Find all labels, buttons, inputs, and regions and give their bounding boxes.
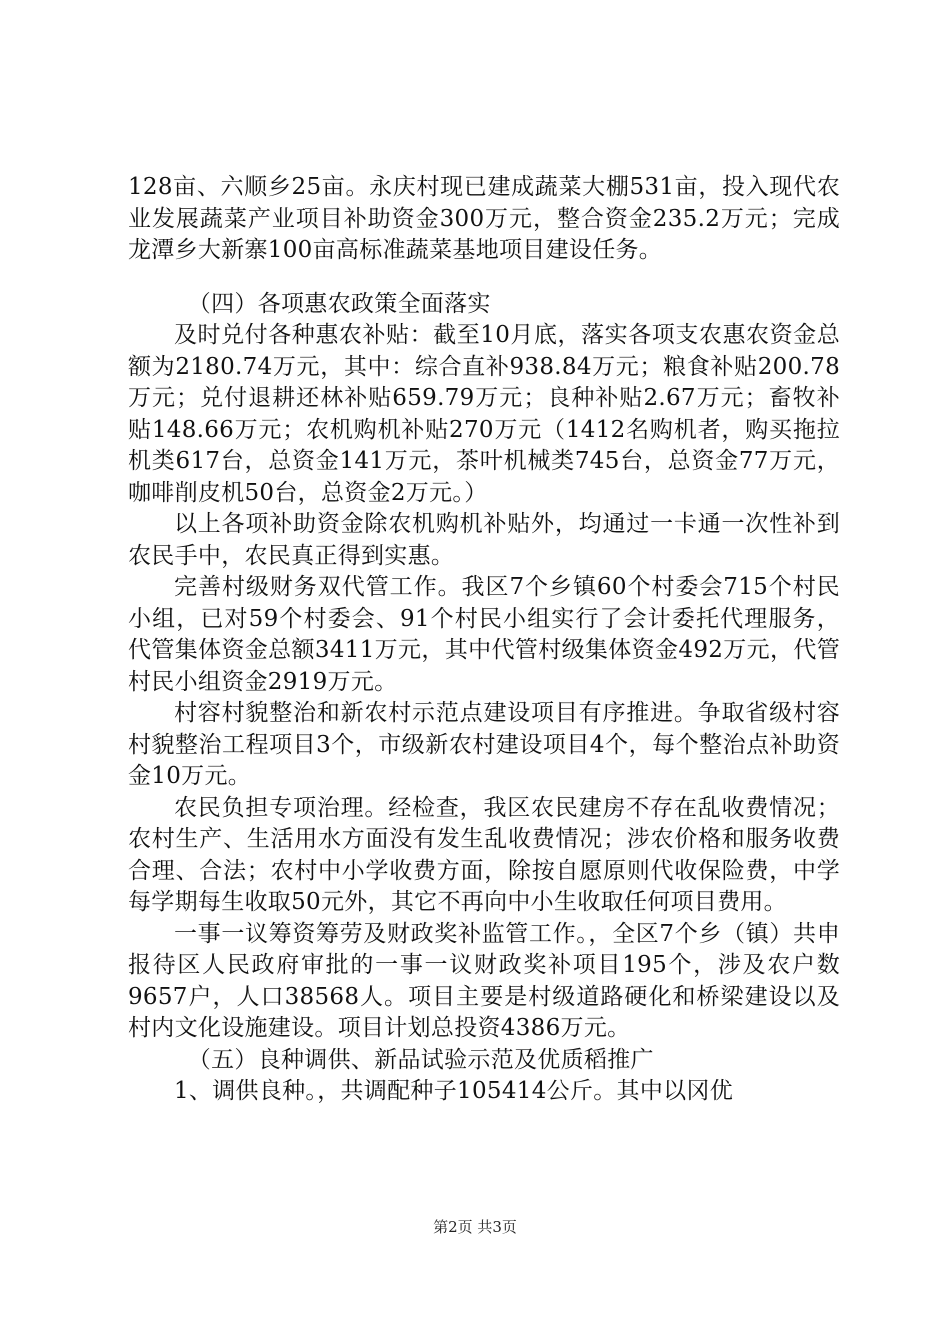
paragraph-village-renovation: 村容村貌整治和新农村示范点建设项目有序推进。争取省级村容村貌整治工程项目3个，市级新农村建设项目4个，每个整治点补助资金10万元。 [128, 700, 840, 789]
paragraph-one-matter-one-discussion: 一事一议筹资筹劳及财政奖补监管工作。，全区7个乡（镇）共申报待区人民政府审批的一事一议财政奖补项目195个，涉及农户数9657户，人口38568人。项目主要是村级道路硬化和桥梁建设以及村内文化设施建设。项目计划总投资4386万元。 [128, 920, 840, 1041]
paragraph-farmer-burden: 农民负担专项治理。经检查，我区农民建房不存在乱收费情况；农村生产、生活用水方面没有发生乱收费情况；涉农价格和服务收费合理、合法；农村中小学收费方面，除按自愿原则代收保险费，中学每学期每生收取50元外，其它不再向中小生收取任何项目费用。 [128, 794, 840, 915]
paragraph-seed-supply: 1、调供良种。，共调配种子105414公斤。其中以冈优 [174, 1078, 734, 1104]
page-number-footer: 第2页 共3页 [433, 1218, 517, 1236]
paragraph-village-finance: 完善村级财务双代管工作。我区7个乡镇60个村委会715个村民小组，已对59个村委会、91个村民小组实行了会计委托代理服务，代管集体资金总额3411万元，其中代管村级集体资金492万元，代管村民小组资金2919万元。 [128, 574, 840, 695]
paragraph-vegetable-base: 128亩、六顺乡25亩。永庆村现已建成蔬菜大棚531亩，投入现代农业发展蔬菜产业项目补助资金300万元，整合资金235.2万元；完成龙潭乡大新寨100亩高标准蔬菜基地项目建设任务。 [128, 174, 840, 263]
paragraph-one-card: 以上各项补助资金除农机购机补贴外，均通过一卡通一次性补到农民手中，农民真正得到实惠。 [128, 511, 840, 569]
document-body [128, 172, 840, 1108]
section-heading-5: （五）良种调供、新品试验示范及优质稻推广 [187, 1046, 654, 1073]
paragraph-subsidies: 及时兑付各种惠农补贴：截至10月底，落实各项支农惠农资金总额为2180.74万元，其中：综合直补938.84万元；粮食补贴200.78万元；兑付退耕还林补贴659.79万元；良种补贴2.67万元；畜牧补贴148.66万元；农机购机补贴270万元（1412名购机者，购买拖拉机类617台，总资金141万元，茶叶机械类745台，总资金77万元，咖啡削皮机50台，总资金2万元。） [128, 322, 840, 506]
section-heading-4: （四）各项惠农政策全面落实 [187, 290, 491, 317]
